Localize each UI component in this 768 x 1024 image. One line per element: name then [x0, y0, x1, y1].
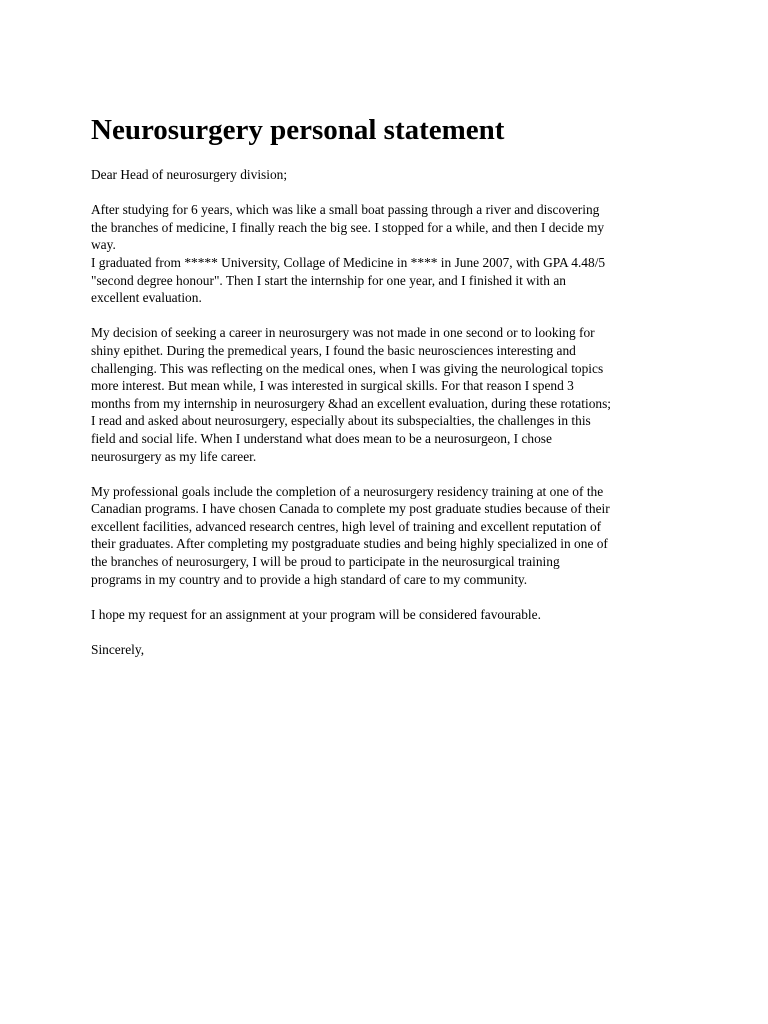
text-line: more interest. But mean while, I was interested in surgical skills. For that reason I spend 3 [91, 378, 574, 394]
text-line: After studying for 6 years, which was like a small boat passing through a river and discovering [91, 202, 600, 218]
text-line: way. [91, 237, 116, 253]
text-line: the branches of neurosurgery, I will be proud to participate in the neurosurgical training [91, 554, 560, 570]
goals-paragraph [91, 483, 675, 589]
text-line: months from my internship in neurosurgery &had an excellent evaluation, during these rotations; [91, 395, 612, 411]
text-line: programs in my country and to provide a high standard of care to my community. [91, 571, 528, 587]
text-line: shiny epithet. During the premedical years, I found the basic neurosciences interesting and [91, 342, 576, 358]
text-line: excellent evaluation. [91, 290, 202, 306]
text-line: their graduates. After completing my postgraduate studies and being highly specialized in one of [91, 536, 608, 552]
salutation-paragraph [91, 166, 675, 184]
text-line: I hope my request for an assignment at your program will be considered favourable. [91, 606, 541, 622]
text-line: field and social life. When I understand what does mean to be a neurosurgeon, I chose [91, 430, 552, 446]
decision-paragraph [91, 324, 675, 465]
text-line: challenging. This was reflecting on the medical ones, when I was giving the neurological topics [91, 360, 604, 376]
text-line: "second degree honour". Then I start the internship for one year, and I finished it with an [91, 272, 566, 288]
text-line: Canadian programs. I have chosen Canada to complete my post graduate studies because of their [91, 501, 610, 517]
closing-paragraph [91, 641, 675, 659]
document-body [91, 112, 675, 676]
text-line: Dear Head of neurosurgery division; [91, 167, 288, 182]
text-line: I read and asked about neurosurgery, especially about its subspecialties, the challenges in this [91, 413, 591, 429]
request-paragraph [91, 606, 675, 624]
page-title: Neurosurgery personal statement [91, 114, 505, 146]
text-line: excellent facilities, advanced research centres, high level of training and excellent reputation of [91, 518, 602, 534]
text-line: I graduated from ***** University, Collage of Medicine in **** in June 2007, with GPA 4.48/5 [91, 254, 606, 270]
background-paragraph [91, 201, 675, 307]
text-line: My professional goals include the completion of a neurosurgery residency training at one of the [91, 483, 604, 499]
text-line: My decision of seeking a career in neurosurgery was not made in one second or to looking for [91, 325, 595, 341]
text-line: neurosurgery as my life career. [91, 448, 257, 464]
text-line: the branches of medicine, I finally reach the big see. I stopped for a while, and then I decide my [91, 219, 605, 235]
text-line: Sincerely, [91, 642, 145, 658]
